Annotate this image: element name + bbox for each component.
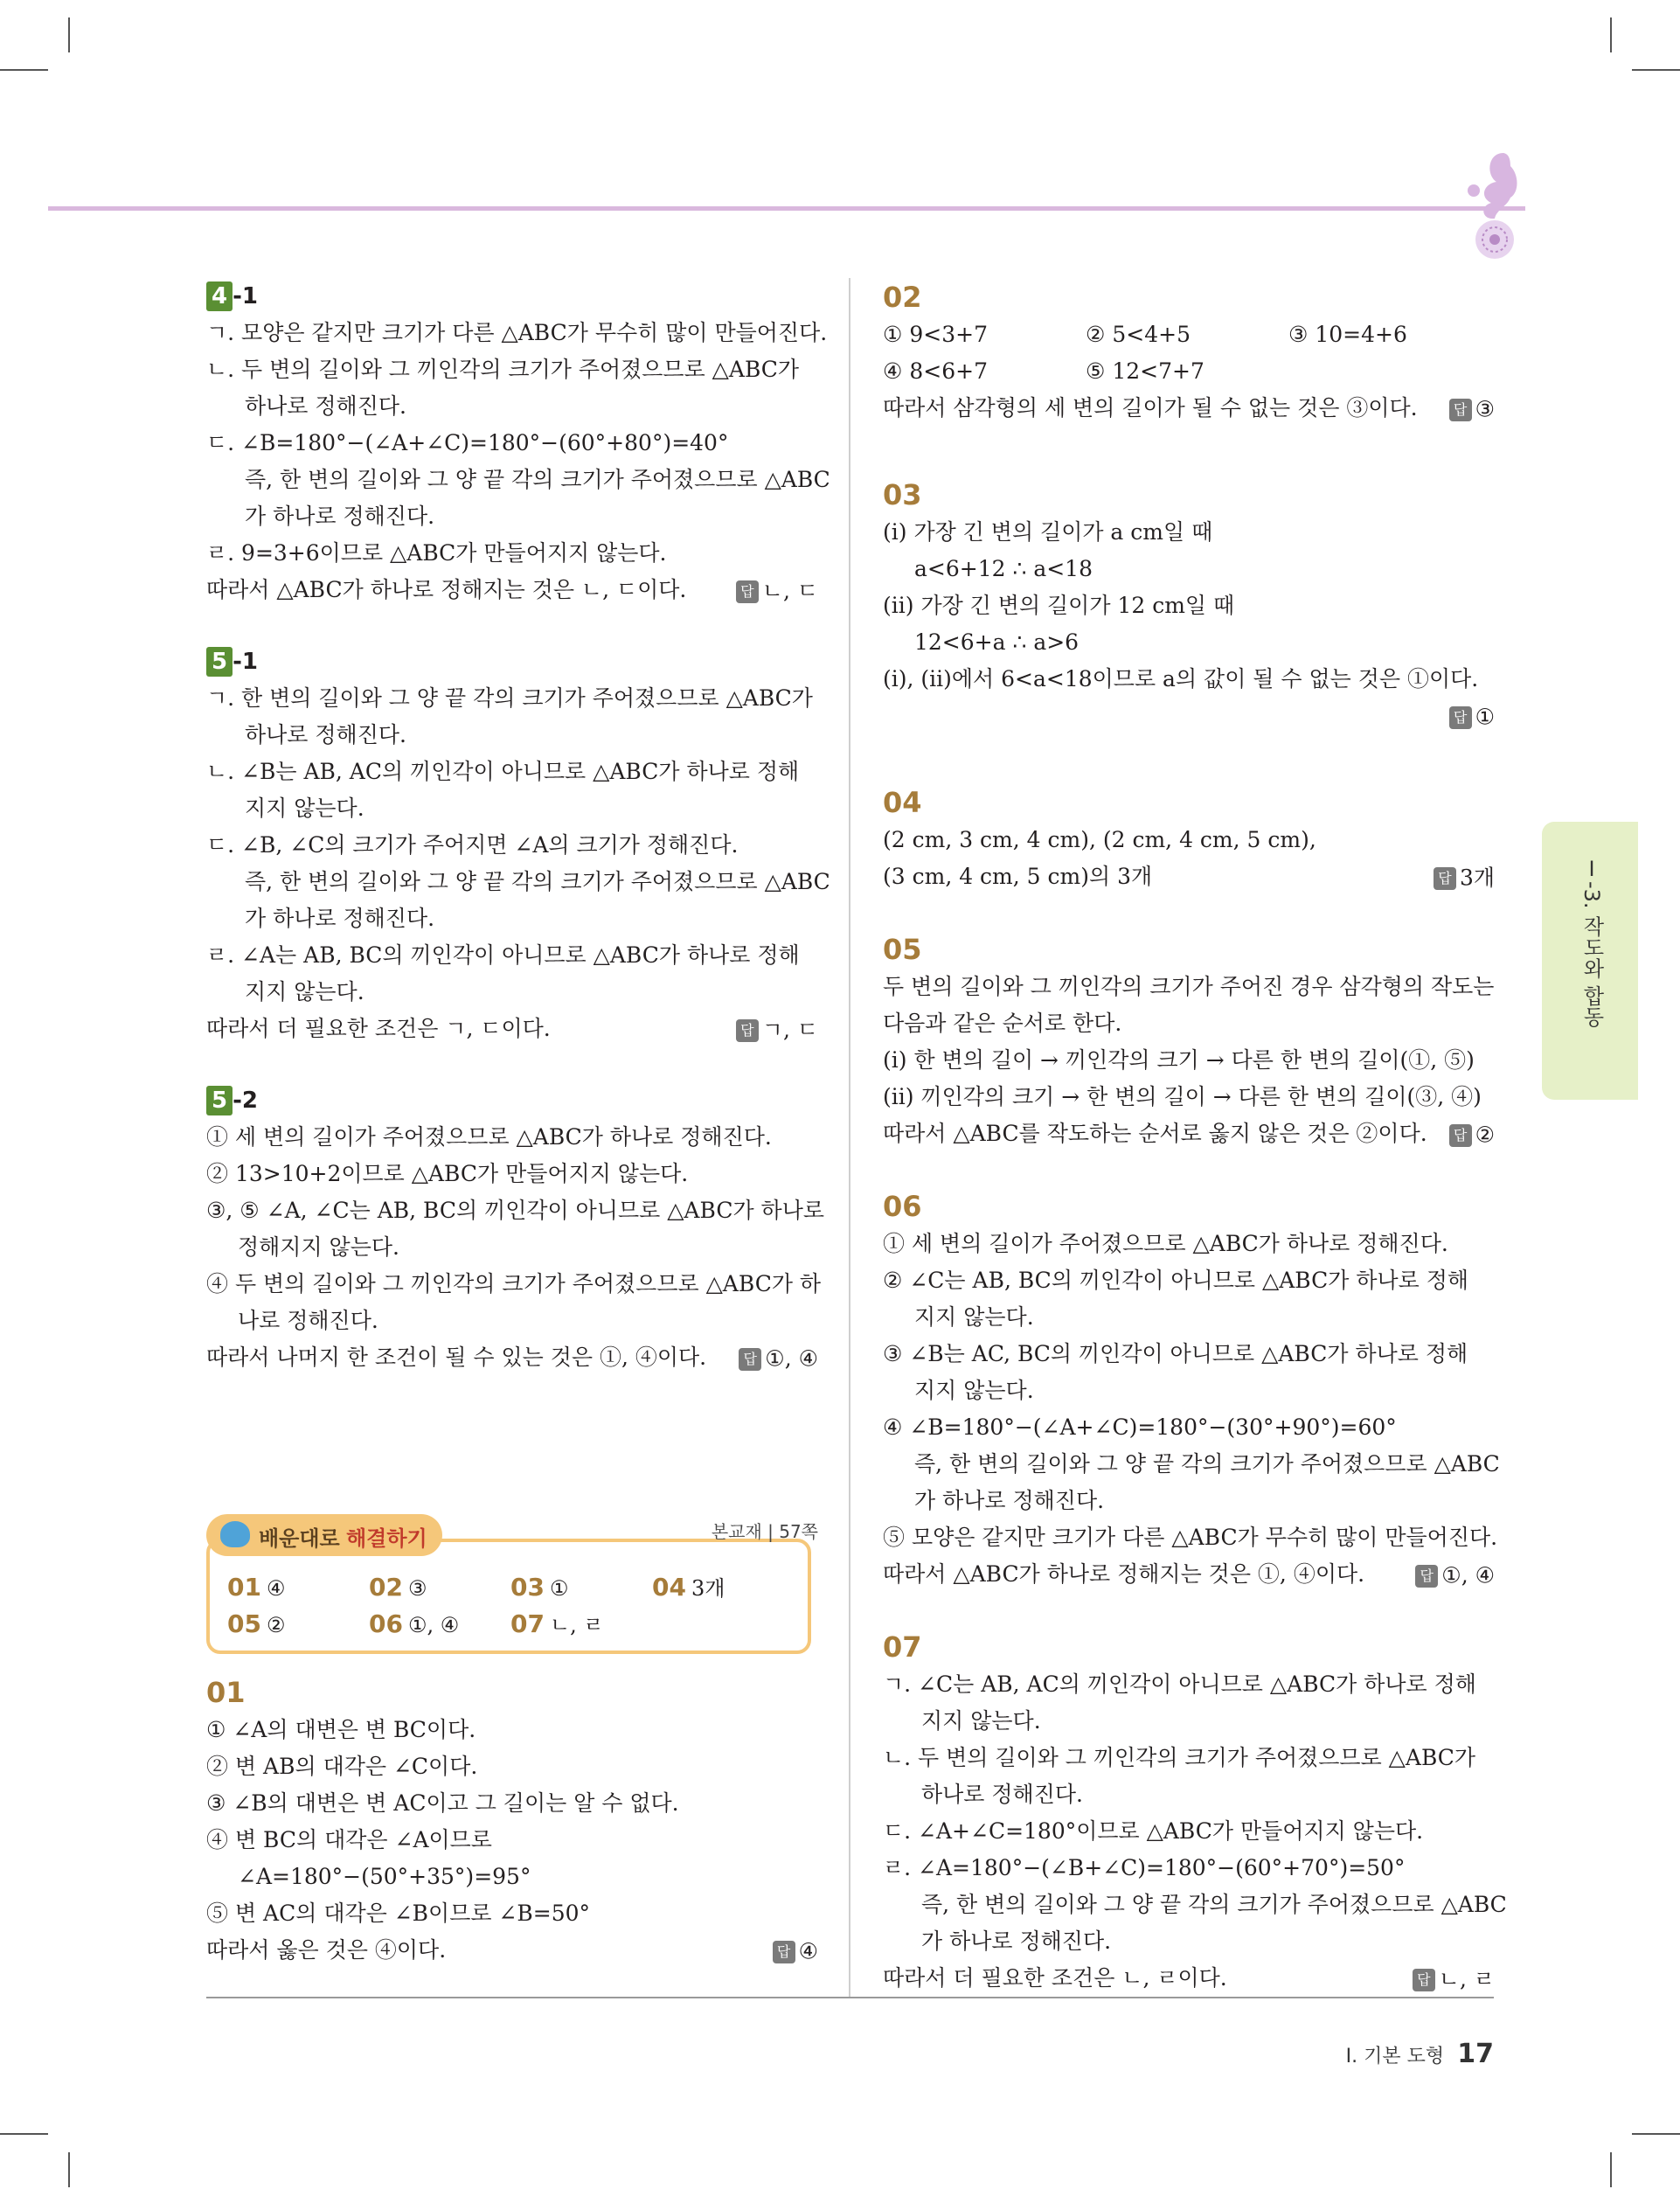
answer-mark-icon: 답	[1449, 1124, 1472, 1147]
answer-mark-icon: 답	[1449, 706, 1472, 729]
footer-section: Ⅰ. 기본 도형	[1345, 2046, 1445, 2067]
review-item: 06 ①, ④	[369, 1609, 460, 1638]
problem-5-1: 5 -1 ㄱ. 한 변의 길이와 그 양 끝 각의 크기가 주어졌으므로 △ABC가 하나로 정해진다. ㄴ. ∠B는 AB, AC의 끼인각이 아니므로 △ABC가 하나로 정해 지지 않는다. ㄷ. ∠B, ∠C의 크기가 주어지면 ∠A의 크기가 정해진다. 즉, 한 변의 길이와 그 양 끝 각의 크기가 주어졌으므로 △ABC 가 하나로 정해진다. ㄹ. ∠A는 AB, BC의 끼인각이 아니므로 △ABC가 하나로 정해 지지 않는다. 따라서 더 필요한 조건은 ㄱ, ㄷ이다. 답 ㄱ, ㄷ	[206, 643, 818, 1047]
review-item: 07 ㄴ, ㄹ	[510, 1609, 604, 1638]
page-footer	[1346, 2039, 1494, 2069]
problem-badge: 4	[206, 281, 233, 311]
problem-badge: 5	[206, 647, 233, 677]
answer-mark-icon: 답	[736, 1019, 759, 1042]
answer: 답 ㄱ, ㄷ	[736, 1011, 818, 1049]
question-01: 01 ① ∠A의 대변은 변 BC이다. ② 변 AB의 대각은 ∠C이다. ③ ∠B의 대변은 변 AC이고 그 길이는 알 수 없다. ④ 변 BC의 대각은 ∠A이므로 ∠A=180°−(50°+35°)=95° ⑤ 변 AC의 대각은 ∠B이므로 ∠B=50° 따라서 옳은 것은 ④이다. 답 ④	[206, 1673, 818, 1969]
crop-mark	[0, 2133, 48, 2135]
right-column	[883, 278, 1507, 1997]
review-item: 05 ②	[227, 1609, 286, 1638]
footer-rule	[206, 1997, 1494, 1998]
crop-mark	[68, 17, 70, 52]
crop-mark	[0, 69, 48, 71]
crop-mark	[1632, 2133, 1680, 2135]
review-summary-box	[206, 1514, 818, 1654]
page-number: 17	[1457, 2039, 1494, 2069]
review-item: 03 ①	[510, 1573, 569, 1602]
problem-4-1: 4 -1 ㄱ. 모양은 같지만 크기가 다른 △ABC가 무수히 많이 만들어진다. ㄴ. 두 변의 길이와 그 끼인각의 크기가 주어졌으므로 △ABC가 하나로 정해진다. ㄷ. ∠B=180°−(∠A+∠C)=180°−(60°+80°)=40° 즉, 한 변의 길이와 그 양 끝 각의 크기가 주어졌으므로 △ABC 가 하나로 정해진다. ㄹ. 9=3+6이므로 △ABC가 만들어지지 않는다. 따라서 △ABC가 하나로 정해지는 것은 ㄴ, ㄷ이다. 답 ㄴ, ㄷ	[206, 278, 818, 608]
answer: 답 ①, ④	[739, 1339, 818, 1378]
question-06: 06 ① 세 변의 길이가 주어졌으므로 △ABC가 하나로 정해진다. ② ∠C는 AB, BC의 끼인각이 아니므로 △ABC가 하나로 정해 지지 않는다. ③ ∠B는 AC, BC의 끼인각이 아니므로 △ABC가 하나로 정해 지지 않는다. ④ ∠B=180°−(∠A+∠C)=180°−(30°+90°)=60° 즉, 한 변의 길이와 그 양 끝 각의 크기가 주어졌으므로 △ABC 가 하나로 정해진다. ⑤ 모양은 같지만 크기가 다른 △ABC가 무수히 많이 만들어진다. 따라서 △ABC가 하나로 정해지는 것은 ①, ④이다. 답 ①, ④	[883, 1187, 1495, 1593]
question-03: 03 (ⅰ) 가장 긴 변의 길이가 a cm일 때 a<6+12 ∴ a<18 (ⅱ) 가장 긴 변의 길이가 12 cm일 때 12<6+a ∴ a>6 (ⅰ), (ⅱ)에서 6<a<18이므로 a의 값이 될 수 없는 것은 ①이다. 답 ①	[883, 476, 1495, 734]
answer: 답 ①, ④	[1415, 1556, 1495, 1595]
answer-mark-icon: 답	[773, 1941, 795, 1963]
textbook-reference: 본교재 | 57쪽	[711, 1521, 818, 1542]
question-04: 04 (2 cm, 3 cm, 4 cm), (2 cm, 4 cm, 5 cm), (3 cm, 4 cm, 5 cm)의 3개 답 3개	[883, 783, 1495, 895]
bird-icon	[220, 1521, 250, 1547]
crop-mark	[1632, 69, 1680, 71]
answer: 답 ③	[1449, 390, 1495, 428]
left-column	[206, 278, 830, 1376]
answer: 답 ①	[1449, 698, 1495, 736]
answer-mark-icon: 답	[1434, 867, 1456, 890]
crop-mark	[68, 2152, 70, 2187]
answer: 답 ④	[773, 1932, 818, 1970]
problem-badge: 5	[206, 1086, 233, 1115]
chapter-side-tab: Ⅰ-3. 작도와 합동	[1542, 822, 1638, 1100]
answer: 답 ㄴ, ㄹ	[1413, 1960, 1495, 1998]
answer: 답 3개	[1434, 858, 1495, 897]
flower-ornament-icon	[1461, 149, 1526, 262]
review-item: 01 ④	[227, 1573, 286, 1602]
question-07: 07 ㄱ. ∠C는 AB, AC의 끼인각이 아니므로 △ABC가 하나로 정해 지지 않는다. ㄴ. 두 변의 길이와 그 끼인각의 크기가 주어졌으므로 △ABC가 하나로 정해진다. ㄷ. ∠A+∠C=180°이므로 △ABC가 만들어지지 않는다. ㄹ. ∠A=180°−(∠B+∠C)=180°−(60°+70°)=50° 즉, 한 변의 길이와 그 양 끝 각의 크기가 주어졌으므로 △ABC 가 하나로 정해진다. 따라서 더 필요한 조건은 ㄴ, ㄹ이다. 답 ㄴ, ㄹ	[883, 1628, 1495, 1997]
crop-mark	[1610, 17, 1612, 52]
crop-mark	[1610, 2152, 1612, 2187]
answer-mark-icon: 답	[736, 580, 759, 603]
answer-mark-icon: 답	[1415, 1565, 1438, 1588]
review-item: 02 ③	[369, 1573, 427, 1602]
column-separator	[849, 278, 850, 1997]
answer-mark-icon: 답	[739, 1348, 761, 1371]
answer-mark-icon: 답	[1449, 399, 1472, 421]
answer: 답 ②	[1449, 1115, 1495, 1154]
review-item: 04 3개	[652, 1573, 725, 1602]
question-02: 02 ① 9<3+7 ② 5<4+5 ③ 10=4+6 ④ 8<6+7 ⑤ 12<7+7 따라서 삼각형의 세 변의 길이가 될 수 없는 것은 ③이다. 답 ③	[883, 278, 1495, 427]
answer-mark-icon: 답	[1413, 1969, 1435, 1991]
header-rule	[48, 206, 1525, 211]
question-05: 05 두 변의 길이와 그 끼인각의 크기가 주어진 경우 삼각형의 작도는 다음과 같은 순서로 한다. (ⅰ) 한 변의 길이 → 끼인각의 크기 → 다른 한 변의 길이(①, ⑤) (ⅱ) 끼인각의 크기 → 한 변의 길이 → 다른 한 변의 길이(③, ④) 따라서 △ABC를 작도하는 순서로 옳지 않은 것은 ②이다. 답 ②	[883, 930, 1495, 1152]
answer: 답 ㄴ, ㄷ	[736, 572, 818, 610]
review-title: 배운대로 해결하기	[206, 1514, 442, 1556]
problem-5-2: 5 -2 ① 세 변의 길이가 주어졌으므로 △ABC가 하나로 정해진다. ② 13>10+2이므로 △ABC가 만들어지지 않는다. ③, ⑤ ∠A, ∠C는 AB, BC의 끼인각이 아니므로 △ABC가 하나로 정해지지 않는다. ④ 두 변의 길이와 그 끼인각의 크기가 주어졌으므로 △ABC가 하 나로 정해진다. 따라서 나머지 한 조건이 될 수 있는 것은 ①, ④이다. 답 ①, ④	[206, 1082, 818, 1376]
